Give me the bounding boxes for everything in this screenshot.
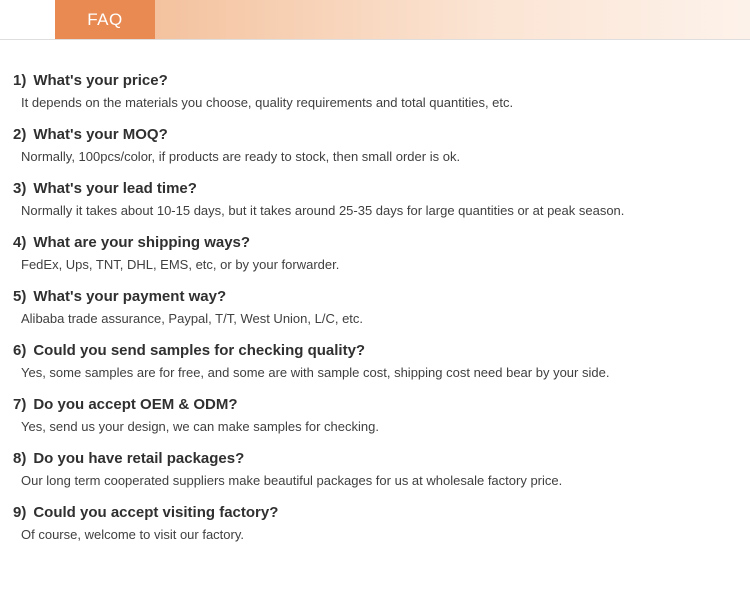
faq-question-text: What's your lead time? xyxy=(33,180,197,197)
faq-item-3 xyxy=(13,179,730,220)
faq-question-number: 3) xyxy=(13,180,27,197)
faq-question-text: What's your price? xyxy=(33,72,168,89)
faq-question xyxy=(13,395,730,415)
faq-item-2 xyxy=(13,125,730,166)
faq-question xyxy=(13,341,730,361)
faq-answer: It depends on the materials you choose, quality requirements and total quantities, etc. xyxy=(21,95,514,110)
faq-item-8 xyxy=(13,449,730,490)
faq-question-number: 9) xyxy=(13,504,27,521)
faq-answer: Yes, send us your design, we can make samples for checking. xyxy=(21,419,379,434)
faq-question-text: Could you send samples for checking quality? xyxy=(33,342,366,359)
faq-question xyxy=(13,71,730,91)
faq-question-text: What are your shipping ways? xyxy=(33,234,251,251)
faq-question xyxy=(13,449,730,469)
faq-question-number: 4) xyxy=(13,234,27,251)
faq-item-4 xyxy=(13,233,730,274)
faq-answer: FedEx, Ups, TNT, DHL, EMS, etc, or by your forwarder. xyxy=(21,257,340,272)
faq-answer: Normally it takes about 10-15 days, but it takes around 25-35 days for large quantities or at peak season. xyxy=(21,203,625,218)
faq-item-1 xyxy=(13,71,730,112)
faq-question xyxy=(13,287,730,307)
faq-list xyxy=(0,40,750,544)
faq-question-text: Do you accept OEM & ODM? xyxy=(33,396,238,413)
faq-question-number: 1) xyxy=(13,72,27,89)
faq-tab xyxy=(55,0,155,39)
faq-answer: Our long term cooperated suppliers make beautiful packages for us at wholesale factory price. xyxy=(21,473,563,488)
faq-question-number: 8) xyxy=(13,450,27,467)
faq-item-6 xyxy=(13,341,730,382)
faq-question-number: 2) xyxy=(13,126,27,143)
faq-item-9 xyxy=(13,503,730,544)
faq-header-bar xyxy=(0,0,750,40)
faq-tab-label: FAQ xyxy=(87,9,123,29)
faq-question xyxy=(13,503,730,523)
header-strip xyxy=(155,0,750,39)
faq-answer: Normally, 100pcs/color, if products are ready to stock, then small order is ok. xyxy=(21,149,461,164)
faq-question-text: Could you accept visiting factory? xyxy=(33,504,279,521)
header-left-spacer xyxy=(0,0,55,39)
faq-answer: Yes, some samples are for free, and some are with sample cost, shipping cost need bear by your side. xyxy=(21,365,610,380)
faq-question xyxy=(13,125,730,145)
faq-question xyxy=(13,179,730,199)
faq-question-number: 6) xyxy=(13,342,27,359)
faq-question-text: Do you have retail packages? xyxy=(33,450,245,467)
faq-question xyxy=(13,233,730,253)
faq-item-7 xyxy=(13,395,730,436)
faq-answer: Of course, welcome to visit our factory. xyxy=(21,527,244,542)
faq-question-number: 7) xyxy=(13,396,27,413)
faq-item-5 xyxy=(13,287,730,328)
faq-question-text: What's your MOQ? xyxy=(33,126,168,143)
faq-question-text: What's your payment way? xyxy=(33,288,227,305)
faq-answer: Alibaba trade assurance, Paypal, T/T, West Union, L/C, etc. xyxy=(21,311,364,326)
faq-question-number: 5) xyxy=(13,288,27,305)
